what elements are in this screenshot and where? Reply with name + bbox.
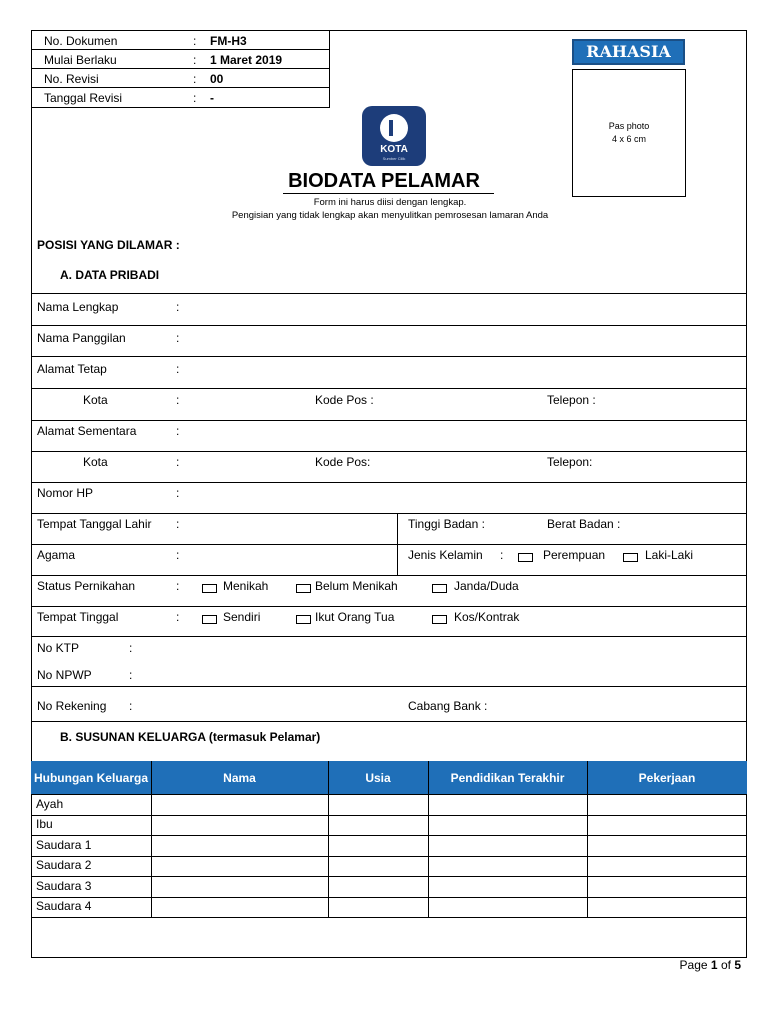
colon: :: [176, 610, 180, 624]
label-temp-address: Alamat Sementara: [37, 424, 137, 438]
option-female: Perempuan: [543, 548, 606, 562]
colon: :: [500, 548, 504, 562]
label-npwp: No NPWP: [37, 668, 92, 682]
header-relation: Hubungan Keluarga: [33, 770, 148, 785]
label-residence: Tempat Tinggal: [37, 610, 119, 624]
page-current: 1: [710, 958, 718, 972]
divider: [31, 325, 747, 326]
page-indicator: [680, 958, 741, 972]
label-phone: Telepon:: [547, 455, 593, 469]
page-word: Page: [679, 958, 708, 972]
meta-colon: :: [193, 53, 197, 67]
divider: [31, 356, 747, 357]
option-rent: Kos/Kontrak: [454, 610, 520, 624]
header-occupation: Pekerjaan: [638, 770, 696, 785]
label-religion: Agama: [37, 548, 76, 562]
column-divider: [397, 513, 398, 575]
divider: [31, 606, 747, 607]
divider: [31, 293, 747, 294]
divider: [31, 513, 747, 514]
family-table: [31, 761, 747, 919]
page-title: BIODATA PELAMAR: [288, 170, 480, 192]
colon: :: [176, 517, 180, 531]
label-permanent-address: Alamat Tetap: [37, 362, 107, 376]
option-married: Menikah: [223, 579, 269, 593]
label-account: No Rekening: [37, 699, 107, 713]
meta-value: -: [210, 91, 214, 105]
table-row-label: Saudara 1: [36, 838, 92, 852]
label-nickname: Nama Panggilan: [37, 331, 126, 345]
meta-row: [32, 50, 329, 69]
label-city: Kota: [83, 393, 108, 407]
header-education: Pendidikan Terakhir: [450, 770, 565, 785]
meta-value: FM-H3: [210, 34, 247, 48]
divider: [31, 388, 747, 389]
logo-subtext: Sumber Cilik: [382, 156, 406, 161]
colon: :: [176, 362, 180, 376]
divider: [31, 636, 747, 637]
colon: :: [176, 300, 180, 314]
checkbox-married[interactable]: [202, 581, 217, 595]
divider: [31, 544, 747, 545]
form-note-1: Form ini harus diisi dengan lengkap.: [313, 197, 467, 208]
checkbox-widowed[interactable]: [432, 581, 447, 595]
checkbox-parents[interactable]: [296, 612, 311, 626]
confidential-badge: RAHASIA: [572, 39, 685, 65]
meta-key: Mulai Berlaku: [44, 53, 117, 67]
checkbox-female[interactable]: [518, 550, 533, 564]
label-postal-code: Kode Pos:: [315, 455, 371, 469]
meta-value: 00: [210, 72, 224, 86]
option-male: Laki-Laki: [645, 548, 694, 562]
form-note-2: Pengisian yang tidak lengkap akan menyulitkan pemrosesan lamaran Anda: [231, 210, 549, 221]
checkbox-single[interactable]: [296, 581, 311, 595]
header-age: Usia: [365, 770, 391, 785]
label-full-name: Nama Lengkap: [37, 300, 119, 314]
section-a-heading: A. DATA PRIBADI: [60, 268, 160, 282]
colon: :: [176, 331, 180, 345]
meta-colon: :: [193, 72, 197, 86]
label-city: Kota: [83, 455, 108, 469]
divider: [31, 721, 747, 722]
checkbox-rent[interactable]: [432, 612, 447, 626]
section-b-heading: B. SUSUNAN KELUARGA (termasuk Pelamar): [60, 730, 321, 744]
label-ktp: No KTP: [37, 641, 80, 655]
divider: [31, 686, 747, 687]
divider: [31, 451, 747, 452]
label-birth: Tempat Tanggal Lahir: [37, 517, 152, 531]
colon: :: [176, 548, 180, 562]
checkbox-alone[interactable]: [202, 612, 217, 626]
label-bank-branch: Cabang Bank :: [408, 699, 488, 713]
page-total: 5: [734, 958, 741, 972]
company-logo: [362, 106, 426, 166]
meta-key: Tanggal Revisi: [44, 91, 123, 105]
meta-key: No. Dokumen: [44, 34, 118, 48]
photo-size: 4 x 6 cm: [611, 134, 646, 144]
meta-row: [32, 88, 329, 107]
option-single: Belum Menikah: [315, 579, 398, 593]
table-row-label: Saudara 3: [36, 879, 92, 893]
label-mobile: Nomor HP: [37, 486, 94, 500]
page-of: of: [720, 958, 731, 972]
divider: [31, 420, 747, 421]
meta-colon: :: [193, 91, 197, 105]
meta-value: 1 Maret 2019: [210, 53, 283, 67]
logo-mark-icon: [380, 114, 408, 142]
colon: :: [176, 486, 180, 500]
label-phone: Telepon :: [547, 393, 596, 407]
option-widowed: Janda/Duda: [454, 579, 519, 593]
table-row-label: Ayah: [36, 797, 64, 811]
label-gender: Jenis Kelamin: [408, 548, 483, 562]
label-height: Tinggi Badan :: [408, 517, 485, 531]
meta-row: [32, 69, 329, 88]
colon: :: [176, 393, 180, 407]
option-parents: Ikut Orang Tua: [315, 610, 395, 624]
colon: :: [129, 641, 133, 655]
colon: :: [129, 668, 133, 682]
table-row-label: Ibu: [36, 817, 53, 831]
label-marital-status: Status Pernikahan: [37, 579, 136, 593]
photo-placeholder[interactable]: [572, 69, 686, 197]
meta-row: [32, 31, 329, 50]
divider: [31, 482, 747, 483]
table-row-label: Saudara 4: [36, 899, 92, 913]
colon: :: [129, 699, 133, 713]
logo-text: KOTA: [380, 144, 408, 155]
checkbox-male[interactable]: [623, 550, 638, 564]
position-label: POSISI YANG DILAMAR :: [37, 238, 180, 252]
divider: [31, 575, 747, 576]
table-row-label: Saudara 2: [36, 858, 92, 872]
title-underline: [283, 193, 494, 194]
colon: :: [176, 579, 180, 593]
document-meta-table: [31, 30, 330, 108]
colon: :: [176, 455, 180, 469]
header-name: Nama: [223, 770, 256, 785]
colon: :: [176, 424, 180, 438]
label-weight: Berat Badan :: [547, 517, 621, 531]
option-alone: Sendiri: [223, 610, 261, 624]
meta-key: No. Revisi: [44, 72, 99, 86]
photo-label: Pas photo: [608, 121, 650, 131]
label-postal-code: Kode Pos :: [315, 393, 374, 407]
meta-colon: :: [193, 34, 197, 48]
